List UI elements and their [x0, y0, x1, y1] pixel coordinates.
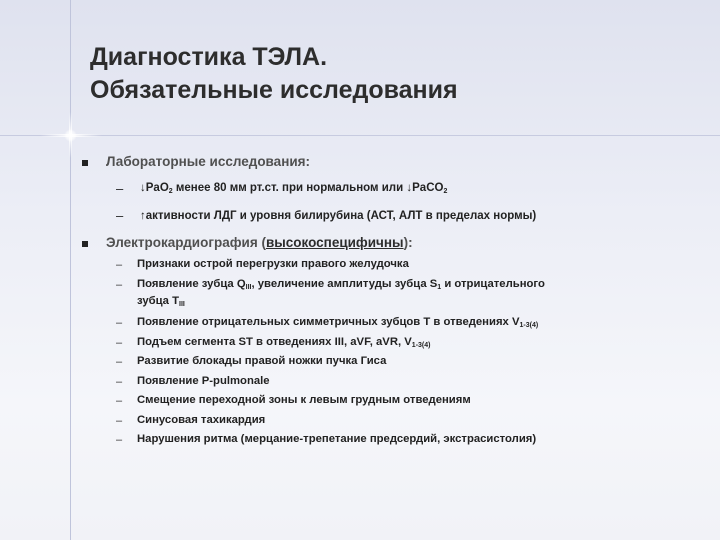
ecg-dash: –	[116, 356, 123, 368]
sparkle-center	[64, 129, 77, 142]
bullet-square-ecg	[82, 241, 88, 247]
horizontal-guide-line	[0, 135, 720, 136]
down-arrow-icon: ↓	[406, 182, 413, 194]
lab-item-1: ↓PaO$_2$ менее 80 мм рт.ст. при нормальном или ↓PaCO$_2$	[140, 182, 448, 195]
down-arrow-icon: ↓	[140, 182, 146, 194]
ecg-item-5: Развитие блокады правой ножки пучка Гиса	[137, 355, 387, 367]
ecg-item-4: Подъем сегмента ST в отведениях III, aVF, aVR, $V_{1-3(4)}$	[137, 336, 431, 349]
ecg-dash: –	[116, 395, 123, 407]
ecg-item-2-cont: зубца $Т_{III}$	[137, 295, 185, 308]
ecg-item-9: Нарушения ритма (мерцание-трепетание предсердий, экстрасистолия)	[137, 433, 537, 445]
ecg-item-7: Смещение переходной зоны к левым грудным отведениям	[137, 394, 471, 406]
ecg-dash: –	[116, 337, 123, 349]
ecg-heading: Электрокардиография (высокоспецифичны):	[106, 235, 413, 250]
title-line-2: Обязательные исследования	[90, 76, 458, 104]
ecg-item-6: Появление P-pulmonale	[137, 375, 270, 387]
up-arrow-icon: ↑	[140, 210, 146, 222]
lab-heading: Лабораторные исследования:	[106, 154, 311, 169]
ecg-dash: –	[116, 279, 123, 291]
bullet-square-lab	[82, 160, 88, 166]
slide-title	[90, 41, 458, 107]
title-line-1: Диагностика ТЭЛА.	[90, 43, 328, 71]
ecg-item-3: Появление отрицательных симметричных зубцов Т в отведениях $V_{1-3(4)}$	[137, 316, 539, 329]
ecg-dash: –	[116, 376, 123, 388]
ecg-item-8: Синусовая тахикардия	[137, 414, 266, 426]
ecg-dash: –	[116, 317, 123, 329]
ecg-dash: –	[116, 434, 123, 446]
ecg-dash: –	[116, 415, 123, 427]
ecg-item-1: Признаки острой перегрузки правого желудочка	[137, 258, 409, 270]
ecg-link[interactable]: высокоспецифичны	[265, 235, 404, 250]
lab-item-2: ↑активности ЛДГ и уровня билирубина (АСТ, АЛТ в пределах нормы)	[140, 210, 537, 222]
vertical-guide-line	[70, 0, 71, 540]
lab-dash-1: –	[116, 181, 124, 196]
lab-dash-2: –	[116, 208, 124, 223]
ecg-dash: –	[116, 259, 123, 271]
ecg-item-2: Появление зубца $Q_{III}$, увеличение амплитуды зубца $S_1$ и отрицательного	[137, 278, 545, 291]
